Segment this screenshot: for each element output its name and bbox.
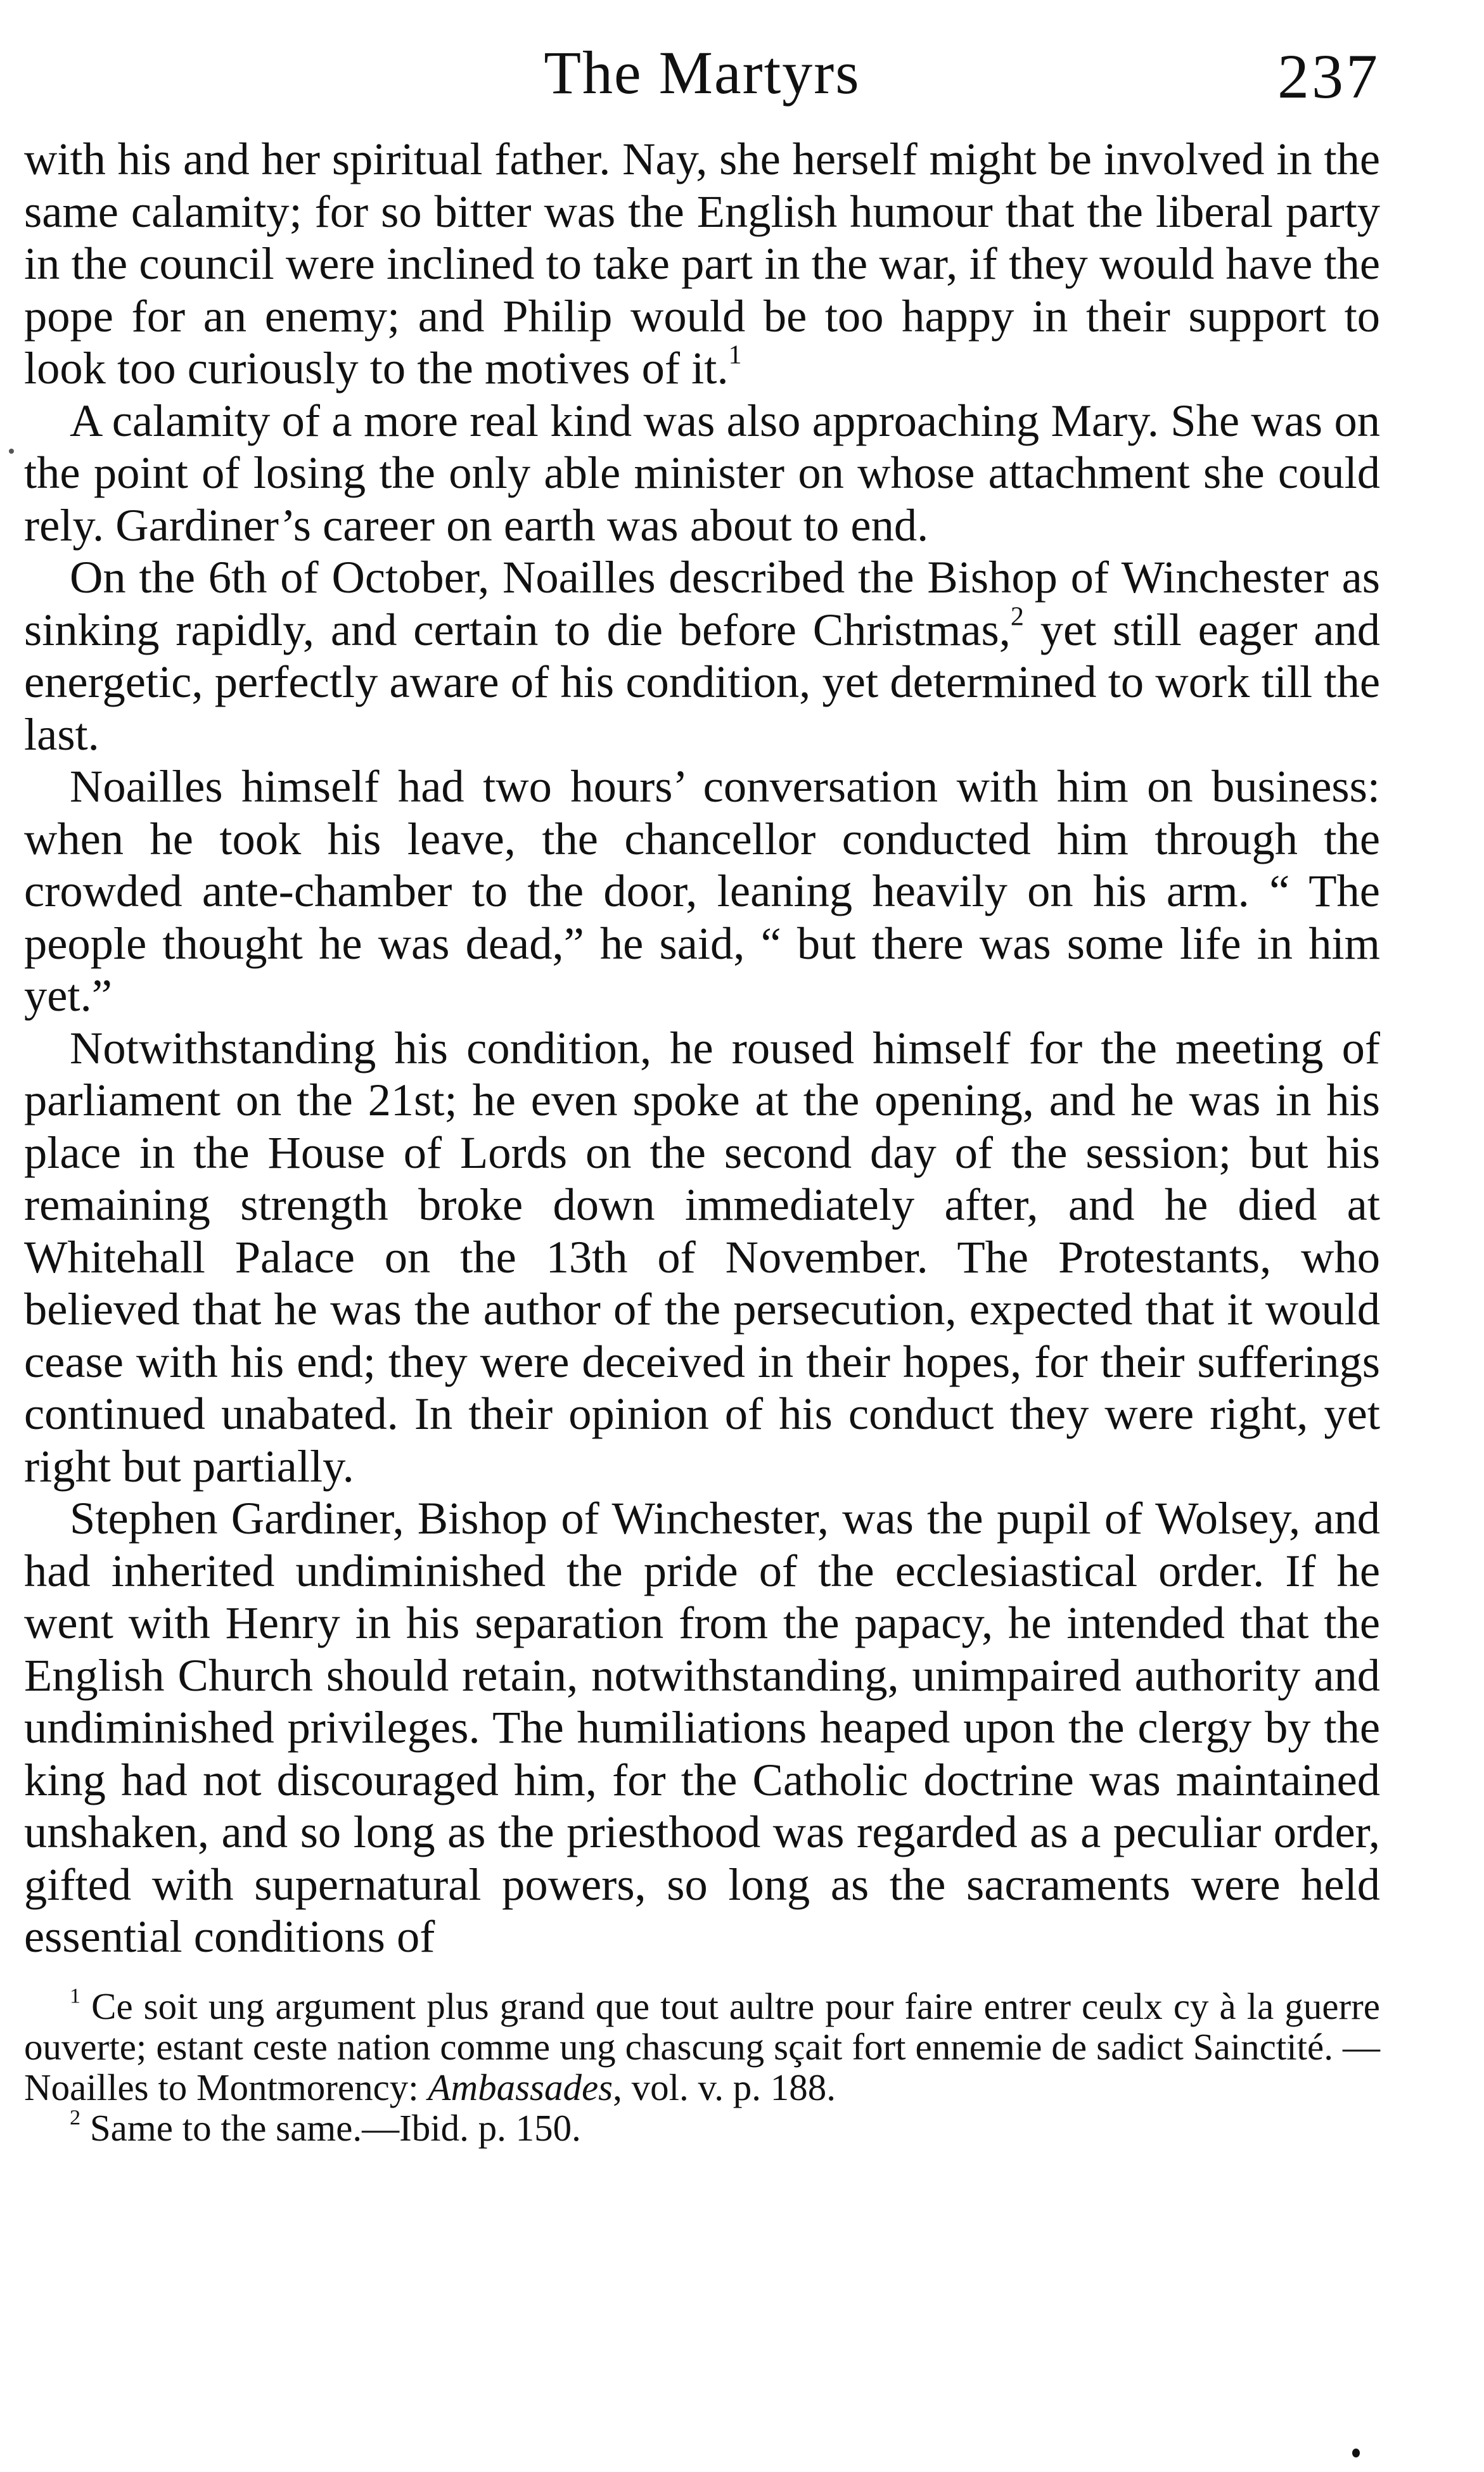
footnote-text: Same to the same.—Ibid. p. 150. bbox=[80, 2106, 581, 2149]
footnote-1 bbox=[24, 1983, 1380, 2108]
footnote-2 bbox=[24, 2105, 1380, 2149]
ink-speck bbox=[1352, 2449, 1360, 2457]
paragraph: A calamity of a more real kind was also approaching Mary. She was on the point of losing the only able minister on whose attachment she could rely. Gardiner’s career on earth was about to end. bbox=[24, 394, 1380, 551]
body-text bbox=[24, 133, 1380, 1963]
footnote-number: 1 bbox=[70, 1983, 81, 2008]
paragraph: Notwithstanding his condition, he roused himself for the meeting of parliament on the 21st; he even spoke at the opening, and he was in his place in the House of Lords on the second day of the session; but his remaining strength broke down immediately after, and he died at Whitehall Palace on the 13th of November. The Protestants, who believed that he was the author of the persecution, expected that it would cease with his end; they were deceived in their hopes, for their sufferings continued unabated. In their opinion of his conduct they were right, yet right but partially. bbox=[24, 1021, 1380, 1492]
footnote-number: 2 bbox=[70, 2105, 81, 2129]
footnotes bbox=[24, 1983, 1380, 2149]
footnote-reference: , vol. v. p. 188. bbox=[613, 2066, 836, 2108]
book-page bbox=[24, 38, 1380, 2148]
paragraph-text: yet still eager and energetic, perfectly aware of his condition, yet determined to work till the last. bbox=[24, 603, 1380, 760]
paragraph: Noailles himself had two hours’ conversation with him on business: when he took his leave, the chancellor conducted him through the crowded ante-chamber to the door, leaning heavily on his arm. “ The people thought he was dead,” he said, “ but there was some life in him yet.” bbox=[24, 760, 1380, 1021]
margin-speck bbox=[9, 449, 14, 454]
footnote-text: Ce soit ung argument plus grand que tout aultre pour faire entrer ceulx cy à la guerre ouverte; estant ceste nation comme ung chascung sçait fort ennemie de sadict Sainctité. — Noailles to Montmorency: bbox=[24, 1985, 1380, 2108]
paragraph bbox=[24, 551, 1380, 760]
paragraph-text: On the 6th of October, Noailles described the Bishop of Winchester as sinking rapidly, and certain to die before Christmas, bbox=[24, 551, 1380, 655]
footnote-marker: 2 bbox=[1010, 601, 1024, 631]
running-title: The Martyrs bbox=[544, 39, 860, 106]
page-number: 237 bbox=[1277, 41, 1380, 112]
paragraph-text: with his and her spiritual father. Nay, she herself might be involved in the same calamity; for so bitter was the English humour that the liberal party in the council were inclined to take part in the war, if they would have the pope for an enemy; and Philip would be too happy in their support to look too curiously to the motives of it. bbox=[24, 133, 1380, 394]
footnote-source-title: Ambassades bbox=[428, 2066, 613, 2108]
running-head bbox=[24, 38, 1380, 133]
paragraph bbox=[24, 133, 1380, 395]
footnote-marker: 1 bbox=[728, 340, 742, 370]
paragraph: Stephen Gardiner, Bishop of Winchester, was the pupil of Wolsey, and had inherited undiminished the pride of the ecclesiastical order. If he went with Henry in his separation from the papacy, he intended that the English Church should retain, notwithstanding, unimpaired authority and undiminished privileges. The humiliations heaped upon the clergy by the king had not discouraged him, for the Catholic doctrine was maintained unshaken, and so long as the priesthood was regarded as a peculiar order, gifted with supernatural powers, so long as the sacraments were held essential conditions of bbox=[24, 1492, 1380, 1962]
